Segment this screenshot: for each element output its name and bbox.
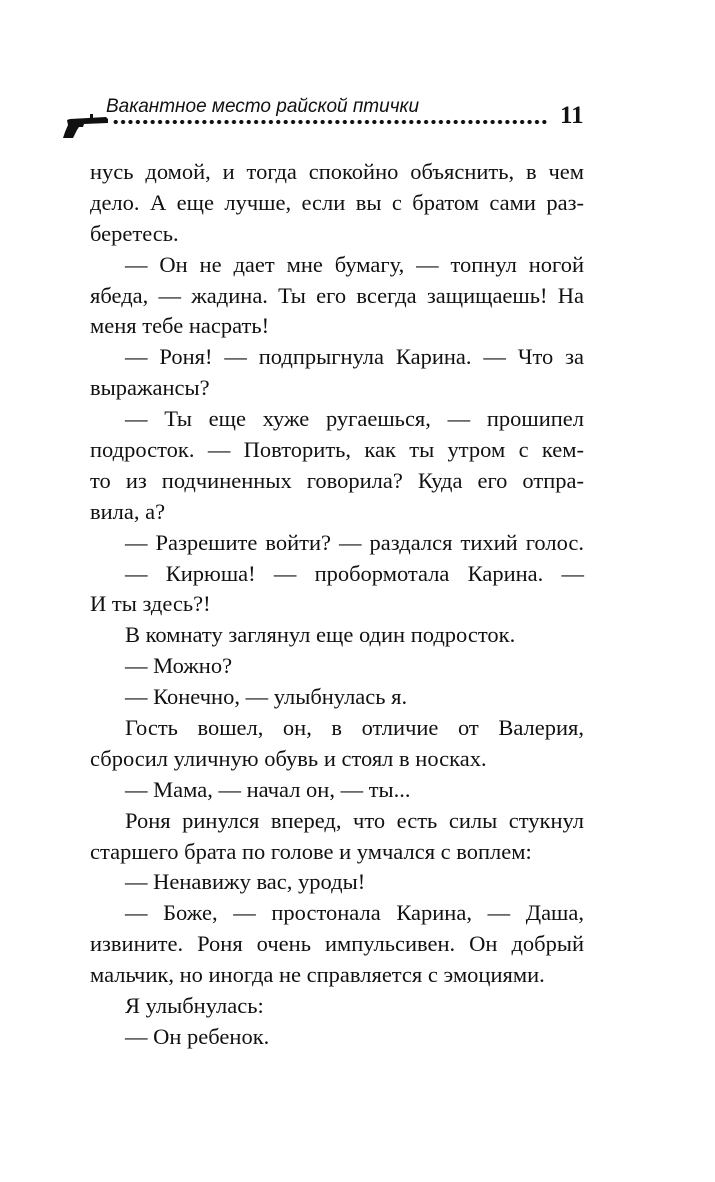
text-line: то из подчиненных говорила? Куда его отпра- <box>90 467 584 493</box>
text-line: — Ненавижу вас, уроды! <box>125 869 366 895</box>
text-line: — Он ребенок. <box>125 1023 270 1049</box>
text-line: — Роня! — подпрыгнула Карина. — Что за <box>125 344 584 370</box>
page-number: 11 <box>560 102 584 129</box>
text-line: Гость вошел, он, в отличие от Валерия, <box>125 715 584 741</box>
text-line: ябеда, — жадина. Ты его всегда защищаешь! На <box>90 282 584 308</box>
text-line: — Боже, — простонала Карина, — Даша, <box>125 900 584 926</box>
text-line: мальчик, но иногда не справляется с эмоциями. <box>90 962 545 988</box>
text-line: выражансы? <box>90 375 210 401</box>
text-line: дело. А еще лучше, если вы с братом сами раз- <box>90 189 584 215</box>
dotted-leader <box>112 119 547 125</box>
text-line: — Он не дает мне бумагу, — топнул ногой <box>125 251 584 277</box>
text-line: В комнату заглянул еще один подросток. <box>125 622 516 648</box>
text-line: старшего брата по голове и умчался с воплем: <box>90 838 532 864</box>
text-line: — Кирюша! — пробормотала Карина. — <box>125 560 584 586</box>
text-line: нусь домой, и тогда спокойно объяснить, в чем <box>90 159 584 184</box>
text-line: Я улыбнулась: <box>125 993 264 1019</box>
text-line: подросток. — Повторить, как ты утром с кем- <box>90 437 584 463</box>
text-line: Роня ринулся вперед, что есть силы стукнул <box>125 807 584 833</box>
text-line: — Ты еще хуже ругаешься, — прошипел <box>125 406 584 432</box>
text-line: меня тебе насрать! <box>90 313 270 339</box>
revolver-icon <box>62 113 110 139</box>
text-line: сбросил уличную обувь и стоял в носках. <box>90 745 487 771</box>
book-title: Вакантное место райской птички <box>106 96 420 117</box>
text-line: — Разрешите войти? — раздался тихий голос. <box>125 529 584 555</box>
text-line: извините. Роня очень импульсивен. Он добрый <box>90 931 584 957</box>
text-line: — Мама, — начал он, — ты... <box>125 776 411 802</box>
text-line: беретесь. <box>90 220 179 246</box>
running-header <box>0 92 715 152</box>
page-body <box>90 157 584 1053</box>
text-line: И ты здесь?! <box>90 591 211 617</box>
text-line: — Конечно, — улыбнулась я. <box>125 684 408 710</box>
text-line: вила, а? <box>90 498 166 524</box>
text-line: — Можно? <box>125 653 233 679</box>
